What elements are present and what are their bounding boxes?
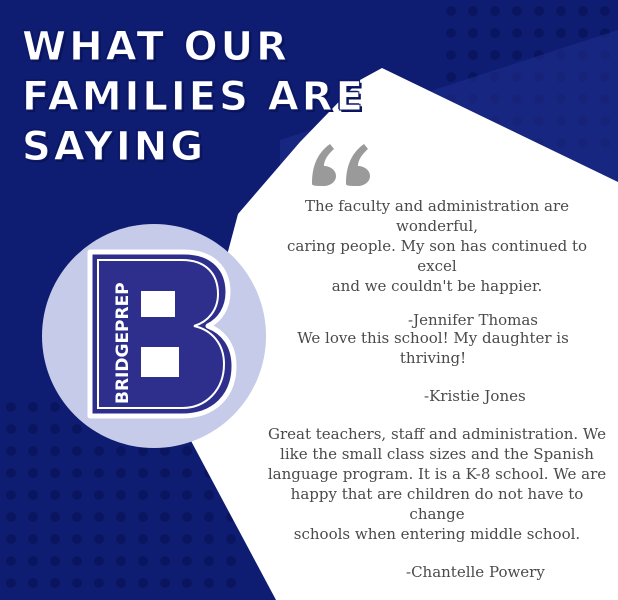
- quote-line: caring people. My son has continued to excel: [286, 237, 588, 275]
- quote-line: Great teachers, staff and administration. We: [267, 425, 606, 443]
- headline-line-3: SAYING: [22, 124, 207, 170]
- testimonial-2: [268, 328, 598, 406]
- logo-wordmark: BRIDGEPREP: [113, 282, 133, 404]
- testimonial-3-author: -Chantelle Powery: [406, 563, 545, 581]
- testimonial-1-quote: [266, 196, 608, 296]
- school-logo: [42, 224, 266, 448]
- headline-line-1: WHAT OUR: [22, 24, 290, 70]
- headline-line-2: FAMILIES ARE: [22, 74, 366, 120]
- quote-line: language program. It is a K-8 school. We are: [267, 465, 607, 483]
- testimonial-3-quote: [266, 424, 608, 544]
- quote-line: The faculty and administration are wonderful,: [304, 197, 570, 235]
- testimonial-2-author: -Kristie Jones: [424, 387, 526, 405]
- quote-line: schools when entering middle school.: [293, 525, 581, 543]
- quote-line: happy that are children do not have to change: [290, 485, 584, 523]
- testimonial-1-author: -Jennifer Thomas: [408, 311, 539, 329]
- quote-line: We love this school! My daughter is thriving!: [297, 329, 569, 367]
- quote-line: like the small class sizes and the Spanish: [280, 445, 594, 463]
- testimonial-1: [266, 196, 608, 330]
- quote-line: and we couldn't be happier.: [331, 277, 543, 295]
- bridgeprep-b-logo-icon: [42, 224, 266, 448]
- testimonial-2-quote: [268, 328, 598, 368]
- testimonial-3: [266, 424, 608, 582]
- double-quote-icon: [308, 140, 374, 188]
